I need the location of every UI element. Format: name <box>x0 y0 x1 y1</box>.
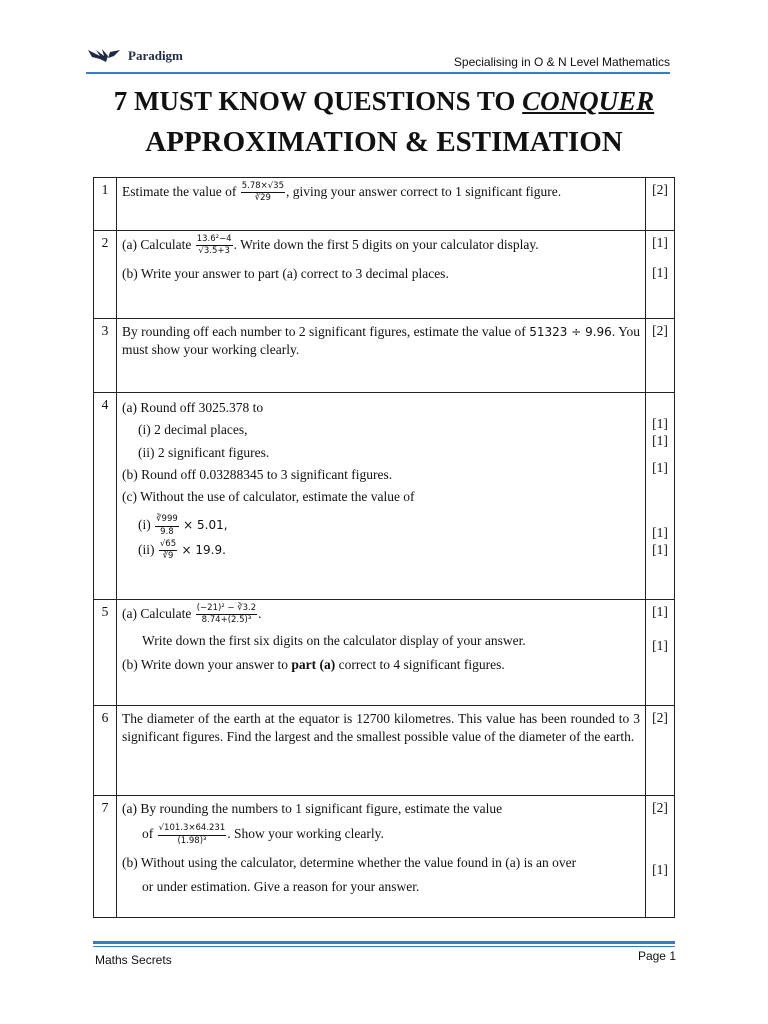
part-a-i: (i) 2 decimal places, <box>138 422 248 438</box>
mark: [1] <box>652 524 668 540</box>
fraction <box>196 604 257 626</box>
mark: [1] <box>652 604 668 619</box>
question-row <box>94 796 675 918</box>
fraction-numerator: (−21)² − ∛3.2 <box>196 604 257 615</box>
page-header <box>86 46 670 74</box>
math-expression: × 19.9. <box>181 543 226 558</box>
text-part: . <box>258 605 262 621</box>
text-bold: part (a) <box>291 656 336 672</box>
questions-table <box>93 177 675 918</box>
text-part: By rounding off each number to 2 significant figures, estimate the value of <box>122 324 530 339</box>
part-a-ii: (ii) 2 significant figures. <box>138 444 270 460</box>
part-b: (b) Round off 0.03288345 to 3 significant figures. <box>122 466 393 482</box>
part-a-expression <box>122 824 640 846</box>
text-part: (b) Write down your answer to <box>122 656 292 672</box>
header-tagline: Specialising in O & N Level Mathematics <box>453 55 670 69</box>
footer-rule <box>93 941 675 944</box>
question-number: 4 <box>94 393 117 600</box>
part-a <box>122 235 640 257</box>
part-c: (c) Without the use of calculator, estimate the value of <box>122 489 415 505</box>
part-b: (b) Write your answer to part (a) correct to 3 decimal places. <box>122 265 449 281</box>
fraction-numerator: √65 <box>159 540 177 551</box>
text-part: Estimate the value of <box>122 183 240 199</box>
question-text <box>117 178 646 231</box>
part-c-ii <box>122 539 640 562</box>
marks-cell <box>646 393 675 600</box>
fraction-denominator: √3.5+3 <box>198 246 230 257</box>
mark: [1] <box>652 638 668 654</box>
question-number: 7 <box>94 796 117 918</box>
question-text: The diameter of the earth at the equator is 12700 kilometres. This value has been rounded to 3 significant figures. Find the largest and the smallest possible value of the diameter of the earth. <box>117 706 646 796</box>
question-text <box>117 393 646 600</box>
text-part: of <box>142 826 157 842</box>
fraction-denominator: (1.98)³ <box>177 835 207 846</box>
math-expression: × 5.01, <box>183 518 228 533</box>
marks-cell <box>646 600 675 706</box>
page-title-line2: APPROXIMATION & ESTIMATION <box>145 126 623 158</box>
part-a <box>122 604 640 626</box>
fraction <box>155 515 179 537</box>
question-text <box>117 600 646 706</box>
mark: [2] <box>652 800 668 815</box>
mark: [2] <box>652 710 668 725</box>
question-row <box>94 600 675 706</box>
text-part: . Show your working clearly. <box>227 826 384 842</box>
text-part: , giving your answer correct to 1 significant figure. <box>286 183 562 199</box>
brand-logo <box>86 48 183 64</box>
fraction <box>158 824 227 846</box>
mark: [2] <box>652 323 668 338</box>
fraction <box>159 540 177 562</box>
fraction-denominator: 9.8 <box>160 526 174 537</box>
mark: [1] <box>652 265 668 281</box>
question-row <box>94 178 675 231</box>
mark: [1] <box>652 235 668 250</box>
part-c-i <box>122 514 640 537</box>
fraction-numerator: √101.3×64.231 <box>158 824 227 835</box>
question-number: 3 <box>94 319 117 393</box>
mark: [1] <box>652 432 668 448</box>
part-b: (b) Without using the calculator, determine whether the value found in (a) is an over <box>122 854 577 870</box>
part-b <box>122 656 640 674</box>
sub-label: (ii) <box>138 542 158 558</box>
question-number: 1 <box>94 178 117 231</box>
question-text <box>117 231 646 319</box>
fraction-denominator: ∛9 <box>162 551 174 562</box>
mark: [2] <box>652 182 668 197</box>
title-prefix: 7 MUST KNOW QUESTIONS TO <box>113 86 523 116</box>
fraction-denominator: ∛29 <box>254 193 271 204</box>
text-part: (a) Calculate <box>122 236 195 252</box>
marks-cell <box>646 706 675 796</box>
question-number: 5 <box>94 600 117 706</box>
marks-cell <box>646 178 675 231</box>
part-a: (a) Round off 3025.378 to <box>122 400 264 415</box>
eagle-icon <box>86 48 122 64</box>
mark: [1] <box>652 541 668 557</box>
header-rule <box>86 72 670 74</box>
fraction-numerator: 5.78×√35 <box>241 182 285 193</box>
page-number: Page 1 <box>637 949 676 963</box>
page-title-line1 <box>0 86 768 117</box>
question-number: 6 <box>94 706 117 796</box>
title-emphasis: CONQUER <box>522 86 655 116</box>
question-number: 2 <box>94 231 117 319</box>
fraction-numerator: 13.6²−4 <box>196 235 233 246</box>
marks-cell <box>646 796 675 918</box>
text-part: (a) Calculate <box>122 605 195 621</box>
marks-cell <box>646 319 675 393</box>
marks-cell <box>646 231 675 319</box>
text-part: . Write down the first 5 digits on your calculator display. <box>233 236 539 252</box>
math-expression: 51323 ÷ 9.96 <box>529 325 612 339</box>
footer-title: Maths Secrets <box>95 953 172 967</box>
mark: [1] <box>652 862 668 878</box>
question-row <box>94 393 675 600</box>
question-text <box>117 796 646 918</box>
fraction-numerator: ∛999 <box>155 515 179 526</box>
text-part: . You must show your working clearly. <box>122 324 640 358</box>
fraction-denominator: 8.74+(2.5)³ <box>201 615 252 626</box>
fraction <box>241 182 285 204</box>
question-row <box>94 706 675 796</box>
part-a-instruction: Write down the first six digits on the calculator display of your answer. <box>142 632 526 648</box>
sub-label: (i) <box>138 517 155 533</box>
question-row <box>94 231 675 319</box>
mark: [1] <box>652 459 668 475</box>
text-part: correct to 4 significant figures. <box>335 656 505 672</box>
mark: [1] <box>652 416 668 431</box>
footer-rule-thin <box>93 946 675 947</box>
part-a: (a) By rounding the numbers to 1 significant figure, estimate the value <box>122 801 503 816</box>
part-b-continued: or under estimation. Give a reason for your answer. <box>142 879 420 895</box>
question-row <box>94 319 675 393</box>
fraction <box>196 235 233 257</box>
question-text <box>117 319 646 393</box>
brand-name: Paradigm <box>128 48 183 63</box>
